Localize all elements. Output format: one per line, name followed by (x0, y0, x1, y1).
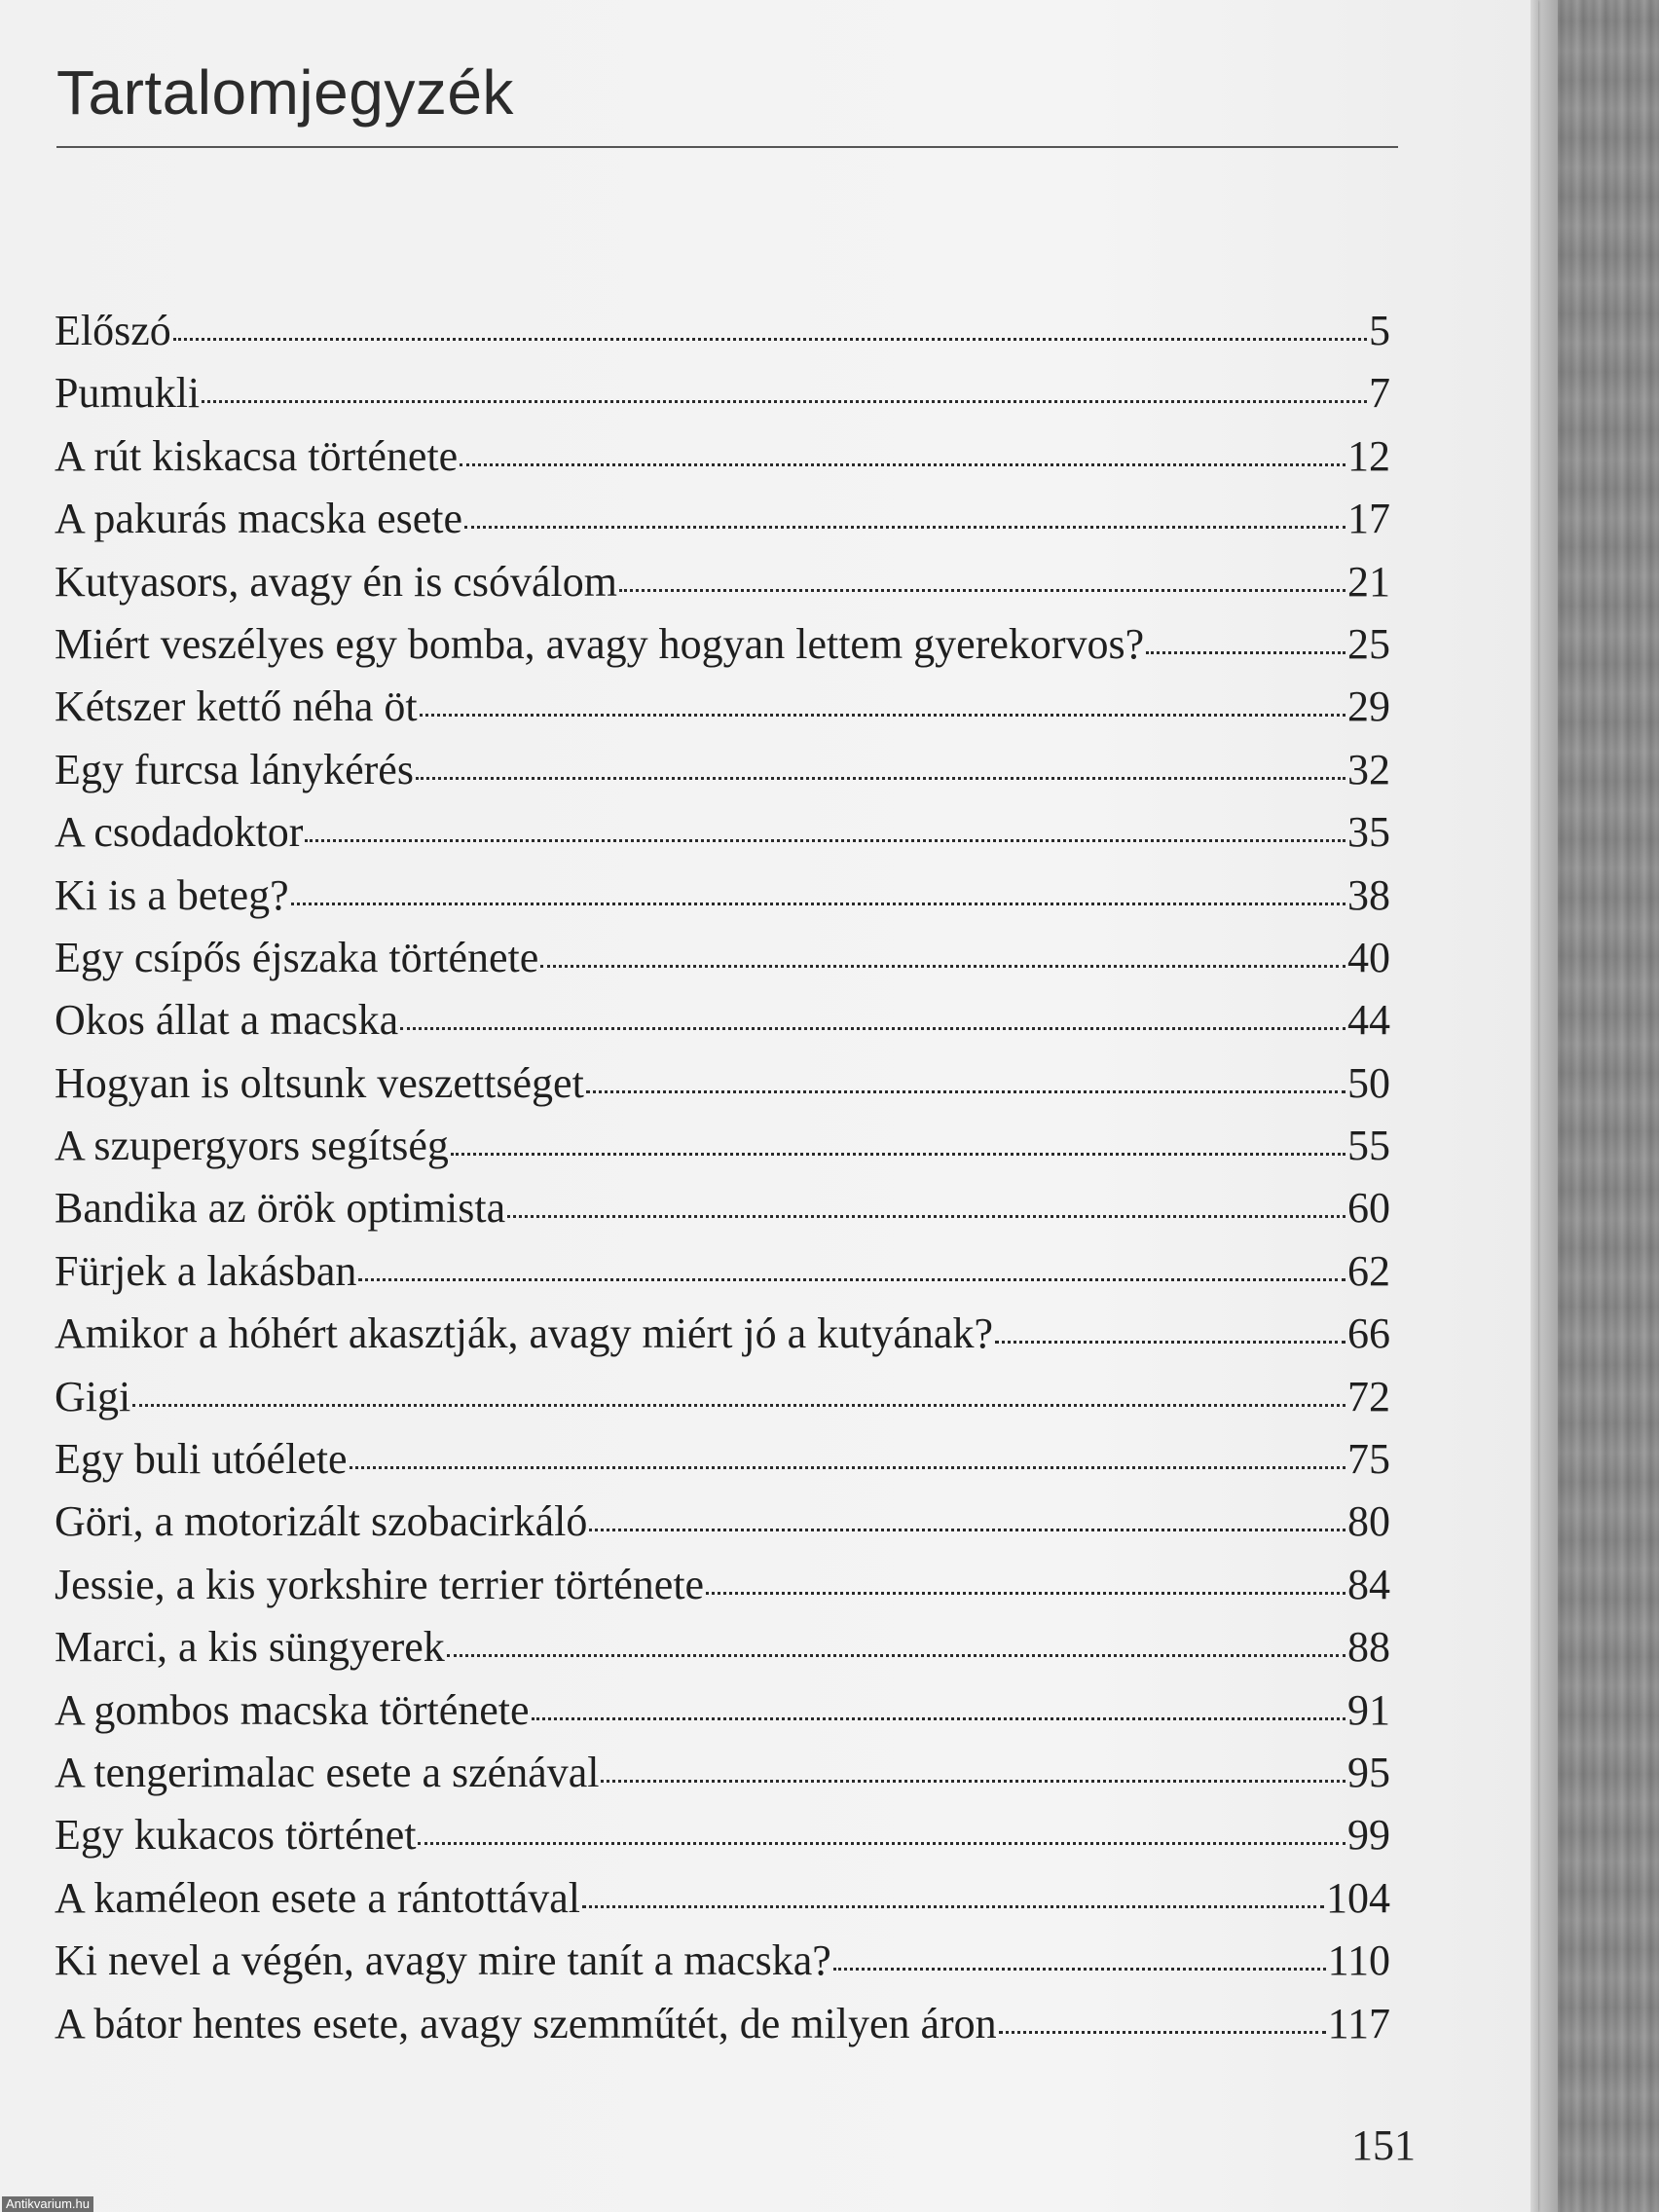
toc-entry-page: 104 (1326, 1873, 1390, 1922)
dot-leader (416, 777, 1346, 780)
toc-entry-page: 88 (1347, 1623, 1390, 1672)
dot-leader (532, 1717, 1346, 1720)
toc-entry-page: 72 (1347, 1372, 1390, 1420)
toc-entry (55, 1685, 1390, 1748)
toc-entry-page: 12 (1347, 431, 1390, 480)
toc-entry-title: Okos állat a macska (55, 996, 399, 1045)
toc-entry-title: A tengerimalac esete a szénával (55, 1748, 600, 1796)
toc-entry-page: 84 (1347, 1560, 1390, 1608)
dot-leader (464, 526, 1346, 529)
toc-entry-page: 50 (1347, 1058, 1390, 1107)
toc-entry (55, 1246, 1390, 1309)
toc-entry (55, 1936, 1390, 1998)
page-title: Tartalomjegyzék (56, 57, 514, 128)
dot-leader (460, 463, 1346, 466)
toc-entry-title: Pumukli (55, 369, 201, 418)
toc-entry-page: 29 (1347, 682, 1390, 731)
dot-leader (350, 1466, 1346, 1469)
toc-entry (55, 557, 1390, 619)
dot-leader (447, 1654, 1346, 1657)
table-of-contents (55, 306, 1390, 2061)
toc-entry-title: Bandika az örök optimista (55, 1184, 506, 1233)
toc-entry-page: 117 (1327, 1999, 1390, 2047)
dot-leader (619, 589, 1346, 592)
dot-leader (586, 1090, 1346, 1093)
dot-leader (706, 1592, 1346, 1595)
toc-entry-page: 91 (1347, 1685, 1390, 1734)
dot-leader (833, 1968, 1326, 1971)
toc-entry (55, 1748, 1390, 1810)
toc-entry-title: Kutyasors, avagy én is csóválom (55, 557, 617, 606)
toc-entry-page: 40 (1347, 933, 1390, 981)
title-divider (56, 146, 1398, 148)
toc-entry (55, 995, 1390, 1057)
toc-entry-title: A pakurás macska esete (55, 495, 463, 543)
toc-entry (55, 870, 1390, 933)
toc-entry-title: Gigi (55, 1372, 131, 1420)
dot-leader (451, 1153, 1346, 1156)
dot-leader (601, 1780, 1346, 1783)
toc-entry (55, 494, 1390, 556)
dot-leader (291, 903, 1346, 905)
dot-leader (507, 1215, 1346, 1218)
toc-entry-page: 95 (1347, 1748, 1390, 1796)
toc-entry-page: 44 (1347, 996, 1390, 1045)
toc-entry (55, 682, 1390, 744)
toc-entry-title: Ki is a beteg? (55, 870, 289, 919)
toc-entry-page: 25 (1347, 619, 1390, 668)
toc-entry-title: Egy buli utóélete (55, 1435, 348, 1484)
toc-entry-page: 38 (1347, 870, 1390, 919)
toc-entry-page: 55 (1347, 1122, 1390, 1170)
toc-entry-page: 35 (1347, 808, 1390, 857)
toc-entry-page: 110 (1327, 1936, 1390, 1985)
dot-leader (418, 1842, 1346, 1845)
dot-leader (202, 400, 1367, 403)
toc-entry (55, 619, 1390, 682)
page-edge (1530, 0, 1538, 2212)
toc-entry (55, 1183, 1390, 1245)
toc-entry-title: Egy kukacos történet (55, 1811, 417, 1860)
toc-entry (55, 1121, 1390, 1183)
toc-entry-title: A gombos macska története (55, 1685, 530, 1734)
dot-leader (589, 1529, 1346, 1531)
toc-entry (55, 745, 1390, 807)
toc-entry-page: 60 (1347, 1184, 1390, 1233)
toc-entry-title: Amikor a hóhért akasztják, avagy miért jó a kutyának? (55, 1309, 993, 1358)
toc-entry-page: 21 (1347, 557, 1390, 606)
toc-entry-page: 66 (1347, 1309, 1390, 1358)
toc-entry-title: Egy csípős éjszaka története (55, 933, 539, 981)
toc-entry-page: 17 (1347, 495, 1390, 543)
toc-entry (55, 1309, 1390, 1371)
dot-leader (582, 1905, 1324, 1908)
dot-leader (995, 1341, 1346, 1344)
dot-leader (420, 714, 1346, 717)
toc-entry-page: 7 (1369, 369, 1390, 418)
toc-entry-title: A csodadoktor (55, 808, 304, 857)
dot-leader (358, 1278, 1346, 1281)
toc-entry-title: Hogyan is oltsunk veszettséget (55, 1058, 584, 1107)
watermark: Antikvarium.hu (2, 2196, 93, 2212)
toc-entry (55, 1999, 1390, 2061)
toc-entry-page: 80 (1347, 1497, 1390, 1546)
toc-entry-title: Göri, a motorizált szobacirkáló (55, 1497, 588, 1546)
dot-leader (132, 1404, 1346, 1407)
toc-entry (55, 1622, 1390, 1684)
toc-entry-page: 62 (1347, 1246, 1390, 1295)
toc-entry (55, 1873, 1390, 1936)
toc-entry (55, 1058, 1390, 1121)
toc-entry (55, 1434, 1390, 1496)
toc-entry-title: A kaméleon esete a rántottával (55, 1873, 580, 1922)
toc-entry (55, 1372, 1390, 1434)
dot-leader (999, 2031, 1326, 2034)
toc-entry-title: Fürjek a lakásban (55, 1246, 357, 1295)
toc-entry-title: A bátor hentes esete, avagy szemműtét, de milyen áron (55, 1999, 997, 2047)
dot-leader (173, 338, 1367, 341)
page-number: 151 (1351, 2121, 1416, 2169)
toc-entry-title: Előszó (55, 307, 171, 354)
toc-entry-title: A rút kiskacsa története (55, 431, 459, 480)
dot-leader (540, 965, 1346, 968)
dot-leader (1146, 651, 1346, 654)
toc-entry (55, 431, 1390, 494)
toc-entry-page: 75 (1347, 1435, 1390, 1484)
toc-entry (55, 1810, 1390, 1872)
dot-leader (305, 839, 1346, 842)
toc-entry (55, 933, 1390, 995)
toc-entry (55, 306, 1390, 368)
toc-entry-title: Kétszer kettő néha öt (55, 682, 418, 731)
toc-entry-title: Jessie, a kis yorkshire terrier története (55, 1560, 705, 1608)
toc-entry (55, 368, 1390, 430)
toc-entry-title: Miért veszélyes egy bomba, avagy hogyan lettem gyerekorvos? (55, 619, 1145, 668)
toc-entry (55, 807, 1390, 869)
dot-leader (400, 1027, 1346, 1030)
toc-entry-title: Egy furcsa lánykérés (55, 745, 414, 793)
toc-entry-title: A szupergyors segítség (55, 1122, 449, 1170)
toc-entry-page: 5 (1369, 307, 1390, 354)
toc-entry-page: 99 (1347, 1811, 1390, 1860)
toc-entry (55, 1496, 1390, 1559)
toc-entry-title: Ki nevel a végén, avagy mire tanít a macska? (55, 1936, 831, 1985)
toc-entry (55, 1560, 1390, 1622)
toc-entry-page: 32 (1347, 745, 1390, 793)
toc-entry-title: Marci, a kis süngyerek (55, 1623, 445, 1672)
